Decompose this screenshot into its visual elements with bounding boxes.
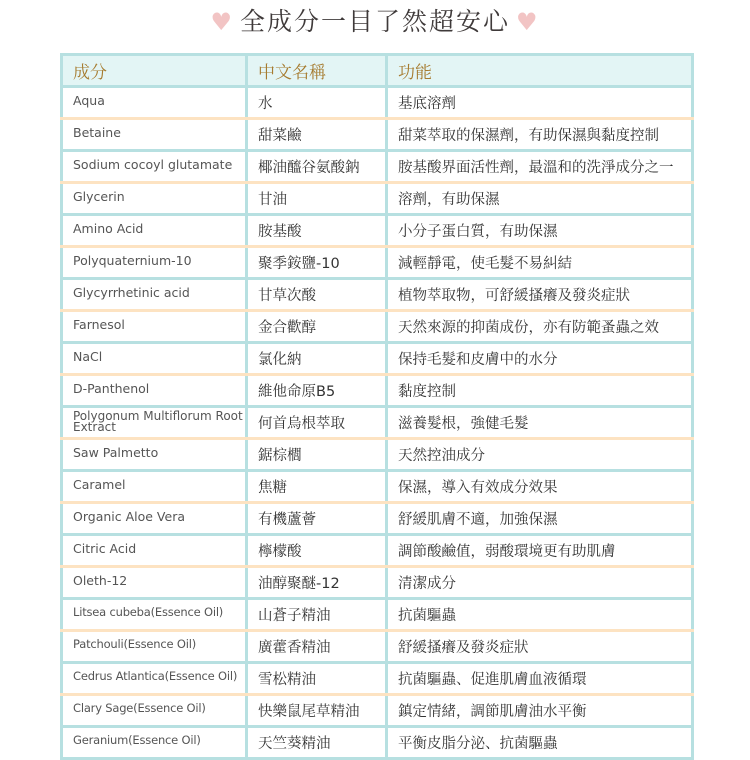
table-row (62, 470, 693, 502)
function-description: 滋養髮根，強健毛髮 (387, 407, 693, 439)
chinese-name: 水 (247, 87, 387, 119)
chinese-name: 何首烏根萃取 (247, 407, 387, 439)
ingredient-name: Litsea cubeba(Essence Oil) (62, 598, 247, 630)
ingredient-name: Clary Sage(Essence Oil) (62, 694, 247, 726)
function-description: 調節酸鹼值，弱酸環境更有助肌膚 (387, 534, 693, 566)
table-row (62, 662, 693, 694)
function-description: 保濕，導入有效成分效果 (387, 470, 693, 502)
ingredient-name: Betaine (62, 119, 247, 151)
chinese-name: 氯化納 (247, 343, 387, 375)
ingredient-name: Polygonum Multiflorum Root Extract (62, 407, 247, 439)
table-row (62, 311, 693, 343)
ingredient-name: Cedrus Atlantica(Essence Oil) (62, 662, 247, 694)
table-row (62, 343, 693, 375)
chinese-name: 山蒼子精油 (247, 598, 387, 630)
table-row (62, 694, 693, 726)
table-row (62, 151, 693, 183)
header-function: 功能 (387, 55, 693, 87)
table-header (62, 55, 693, 87)
ingredient-name: Farnesol (62, 311, 247, 343)
function-description: 基底溶劑 (387, 87, 693, 119)
header-ingredient: 成分 (62, 55, 247, 87)
ingredient-name: Patchouli(Essence Oil) (62, 630, 247, 662)
function-description: 黏度控制 (387, 375, 693, 407)
function-description: 天然控油成分 (387, 438, 693, 470)
ingredient-name: Aqua (62, 87, 247, 119)
function-description: 植物萃取物，可舒緩搔癢及發炎症狀 (387, 279, 693, 311)
table-row (62, 183, 693, 215)
chinese-name: 聚季銨鹽-10 (247, 247, 387, 279)
function-description: 天然來源的抑菌成份，亦有防範蚤蟲之效 (387, 311, 693, 343)
function-description: 胺基酸界面活性劑，最溫和的洗淨成分之一 (387, 151, 693, 183)
table-row (62, 438, 693, 470)
function-description: 抗菌驅蟲、促進肌膚血液循環 (387, 662, 693, 694)
ingredient-name: Citric Acid (62, 534, 247, 566)
function-description: 甜菜萃取的保濕劑，有助保濕與黏度控制 (387, 119, 693, 151)
chinese-name: 甘草次酸 (247, 279, 387, 311)
chinese-name: 雪松精油 (247, 662, 387, 694)
function-description: 鎮定情緒，調節肌膚油水平衡 (387, 694, 693, 726)
table-row (62, 215, 693, 247)
heart-icon: ♥ (516, 8, 540, 36)
table-row (62, 726, 693, 758)
ingredients-table (60, 53, 694, 760)
chinese-name: 椰油醯谷氨酸鈉 (247, 151, 387, 183)
chinese-name: 檸檬酸 (247, 534, 387, 566)
function-description: 溶劑，有助保濕 (387, 183, 693, 215)
function-description: 小分子蛋白質，有助保濕 (387, 215, 693, 247)
function-description: 清潔成分 (387, 566, 693, 598)
table-row (62, 407, 693, 439)
chinese-name: 甜菜鹼 (247, 119, 387, 151)
ingredient-name: D-Panthenol (62, 375, 247, 407)
table-row (62, 247, 693, 279)
chinese-name: 維他命原B5 (247, 375, 387, 407)
heart-icon: ♥ (210, 8, 234, 36)
function-description: 減輕靜電，使毛髮不易糾結 (387, 247, 693, 279)
table-row (62, 502, 693, 534)
chinese-name: 廣藿香精油 (247, 630, 387, 662)
chinese-name: 快樂鼠尾草精油 (247, 694, 387, 726)
ingredient-name: Polyquaternium-10 (62, 247, 247, 279)
ingredient-name: Oleth-12 (62, 566, 247, 598)
function-description: 平衡皮脂分泌、抗菌驅蟲 (387, 726, 693, 758)
table-row (62, 279, 693, 311)
table-row (62, 119, 693, 151)
table-row (62, 87, 693, 119)
table-row (62, 375, 693, 407)
function-description: 舒緩搔癢及發炎症狀 (387, 630, 693, 662)
ingredient-name: Sodium cocoyl glutamate (62, 151, 247, 183)
table-row (62, 630, 693, 662)
ingredient-name: Glycerin (62, 183, 247, 215)
ingredient-name: Glycyrrhetinic acid (62, 279, 247, 311)
header-chinese-name: 中文名稱 (247, 55, 387, 87)
function-description: 舒緩肌膚不適，加強保濕 (387, 502, 693, 534)
chinese-name: 焦糖 (247, 470, 387, 502)
ingredient-name: NaCl (62, 343, 247, 375)
function-description: 抗菌驅蟲 (387, 598, 693, 630)
page-title (0, 4, 750, 40)
table-row (62, 534, 693, 566)
chinese-name: 有機蘆薈 (247, 502, 387, 534)
ingredient-name: Caramel (62, 470, 247, 502)
table-row (62, 566, 693, 598)
ingredient-name: Organic Aloe Vera (62, 502, 247, 534)
ingredient-name: Geranium(Essence Oil) (62, 726, 247, 758)
chinese-name: 油醇聚醚-12 (247, 566, 387, 598)
chinese-name: 鋸棕櫚 (247, 438, 387, 470)
chinese-name: 甘油 (247, 183, 387, 215)
chinese-name: 胺基酸 (247, 215, 387, 247)
table-row (62, 598, 693, 630)
function-description: 保持毛髮和皮膚中的水分 (387, 343, 693, 375)
chinese-name: 金合歡醇 (247, 311, 387, 343)
ingredient-name: Saw Palmetto (62, 438, 247, 470)
title-text: 全成分一目了然超安心 (239, 7, 510, 36)
chinese-name: 天竺葵精油 (247, 726, 387, 758)
ingredient-name: Amino Acid (62, 215, 247, 247)
